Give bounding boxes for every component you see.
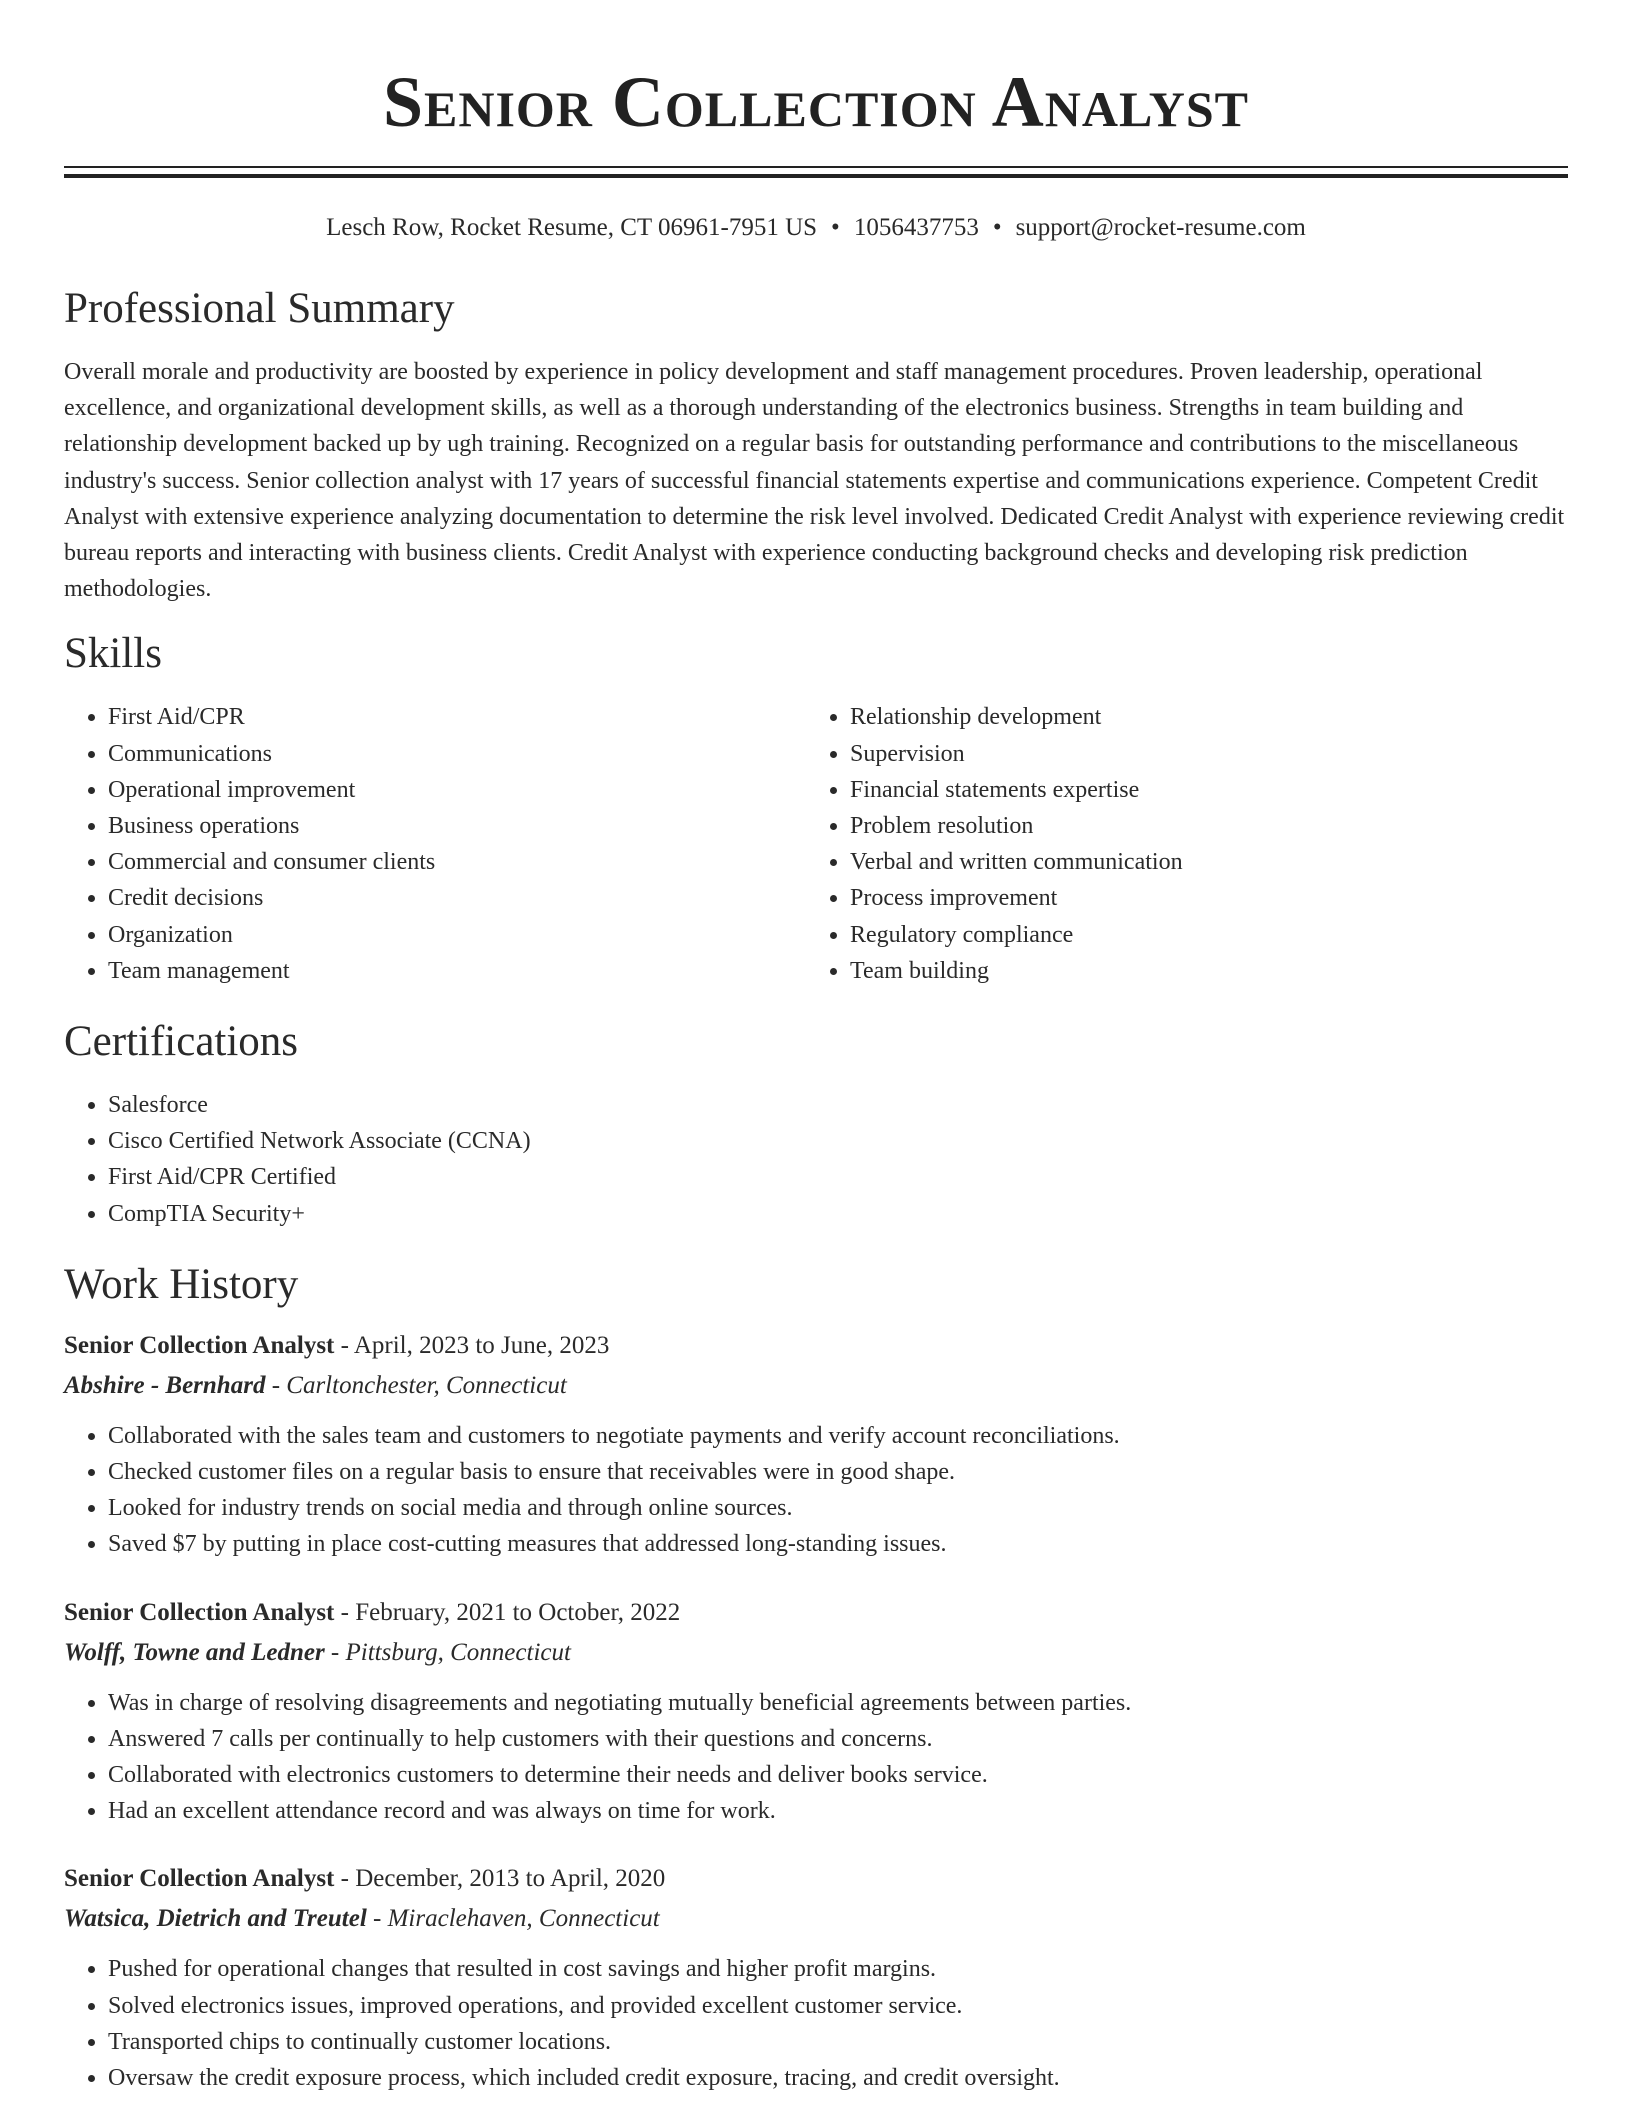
contact-separator: • (831, 214, 840, 241)
skills-column-right (806, 699, 1548, 989)
skills-heading: Skills (64, 630, 162, 678)
company-name: Wolff, Towne and Ledner (64, 1638, 325, 1666)
job-dates: - February, 2021 to October, 2022 (334, 1598, 681, 1626)
certification-item: • CompTIA Security+ (108, 1196, 1568, 1232)
certifications-list (64, 1087, 1568, 1232)
skill-item: • Team building (850, 953, 1548, 989)
job-bullets (64, 1951, 1568, 2096)
skills-column-left (64, 699, 806, 989)
certification-item: • Cisco Certified Network Associate (CCNA) (108, 1123, 1568, 1159)
job-title-line (64, 1326, 1568, 1366)
job-title: Senior Collection Analyst (64, 1865, 335, 1893)
company-name: Abshire - Bernhard (64, 1371, 266, 1399)
job-entry (64, 1326, 1568, 1563)
contact-separator: • (992, 214, 1002, 241)
skill-item: • Team management (108, 953, 806, 989)
company-line (64, 1633, 1568, 1673)
job-bullet: • Answered 7 calls per continually to help customers with their questions and concerns. (108, 1721, 1568, 1757)
company-location: - Miraclehaven, Connecticut (366, 1905, 660, 1933)
job-bullet: • Solved electronics issues, improved operations, and provided excellent customer service. (108, 1988, 1568, 2024)
company-location: - Pittsburg, Connecticut (324, 1638, 571, 1666)
job-title: Senior Collection Analyst (64, 1598, 335, 1626)
skill-item: • Supervision (850, 736, 1548, 772)
certifications-heading: Certifications (64, 1018, 299, 1066)
work-history-heading: Work History (64, 1260, 299, 1308)
header-rule-top (64, 166, 1568, 168)
job-bullet: • Saved $7 by putting in place cost-cutting measures that addressed long-standing issues. (108, 1526, 1568, 1562)
job-bullets (64, 1685, 1568, 1830)
skill-item: • Relationship development (850, 699, 1548, 735)
header-rule-bottom (64, 174, 1568, 178)
certification-item: • First Aid/CPR Certified (108, 1159, 1568, 1195)
skill-item: • Financial statements expertise (850, 772, 1548, 808)
skill-item: • Business operations (108, 808, 806, 844)
job-bullet: • Oversaw the credit exposure process, which included credit exposure, tracing, and credit oversight. (108, 2060, 1568, 2096)
skill-item: • Communications (108, 736, 806, 772)
certification-item: • Salesforce (108, 1087, 1568, 1123)
company-line (64, 1366, 1568, 1406)
job-title-line (64, 1593, 1568, 1633)
contact-email[interactable]: support@rocket-resume.com (1015, 214, 1306, 241)
job-bullet: • Had an excellent attendance record and was always on time for work. (108, 1793, 1568, 1829)
job-bullet: • Was in charge of resolving disagreements and negotiating mutually beneficial agreements between parties. (108, 1685, 1568, 1721)
skill-item: • Operational improvement (108, 772, 806, 808)
job-dates: - December, 2013 to April, 2020 (334, 1865, 666, 1893)
job-bullet: • Collaborated with the sales team and customers to negotiate payments and verify account reconciliations. (108, 1418, 1568, 1454)
skill-item: • Verbal and written communication (850, 844, 1548, 880)
job-entry (64, 1593, 1568, 1830)
job-bullet: • Pushed for operational changes that resulted in cost savings and higher profit margins. (108, 1951, 1568, 1987)
resume-title: Senior Collection Analyst (382, 62, 1250, 142)
skill-item: • Credit decisions (108, 880, 806, 916)
job-bullet: • Looked for industry trends on social media and through online sources. (108, 1490, 1568, 1526)
skill-item: • First Aid/CPR (108, 699, 806, 735)
contact-address: Lesch Row, Rocket Resume, CT 06961-7951 US (326, 214, 818, 241)
contact-phone: 1056437753 (853, 214, 979, 241)
skill-item: • Commercial and consumer clients (108, 844, 806, 880)
job-bullet: • Collaborated with electronics customers to determine their needs and deliver books service. (108, 1757, 1568, 1793)
skills-list-left (64, 699, 806, 989)
summary-text: Overall morale and productivity are boosted by experience in policy development and staff management procedures. Proven leadership, operational excellence, and organizational development skills, as well as a thorough understanding of the electronics business. Strengths in team building and relationship development backed up by ugh training. Recognized on a regular basis for outstanding performance and contributions to the miscellaneous industry's success. Senior collection analyst with 17 years of successful financial statements expertise and communications experience. Competent Credit Analyst with extensive experience analyzing documentation to determine the risk level involved. Dedicated Credit Analyst with experience reviewing credit bureau reports and interacting with business clients. Credit Analyst with experience conducting background checks and developing risk prediction methodologies. (64, 359, 1565, 603)
company-name: Watsica, Dietrich and Treutel (64, 1905, 367, 1933)
skill-item: • Regulatory compliance (850, 917, 1548, 953)
skills-grid (64, 699, 1568, 989)
job-title-line (64, 1859, 1568, 1899)
skill-item: • Process improvement (850, 880, 1548, 916)
skills-list-right (806, 699, 1548, 989)
job-bullets (64, 1418, 1568, 1563)
contact-line (64, 212, 1568, 244)
job-dates: - April, 2023 to June, 2023 (334, 1331, 610, 1359)
company-line (64, 1899, 1568, 1939)
job-bullet: • Transported chips to continually customer locations. (108, 2024, 1568, 2060)
job-title: Senior Collection Analyst (64, 1331, 335, 1359)
job-entry (64, 1859, 1568, 2096)
company-location: - Carltonchester, Connecticut (265, 1371, 567, 1399)
skill-item: • Problem resolution (850, 808, 1548, 844)
job-bullet: • Checked customer files on a regular basis to ensure that receivables were in good shape. (108, 1454, 1568, 1490)
summary-heading: Professional Summary (64, 285, 455, 332)
skill-item: • Organization (108, 917, 806, 953)
